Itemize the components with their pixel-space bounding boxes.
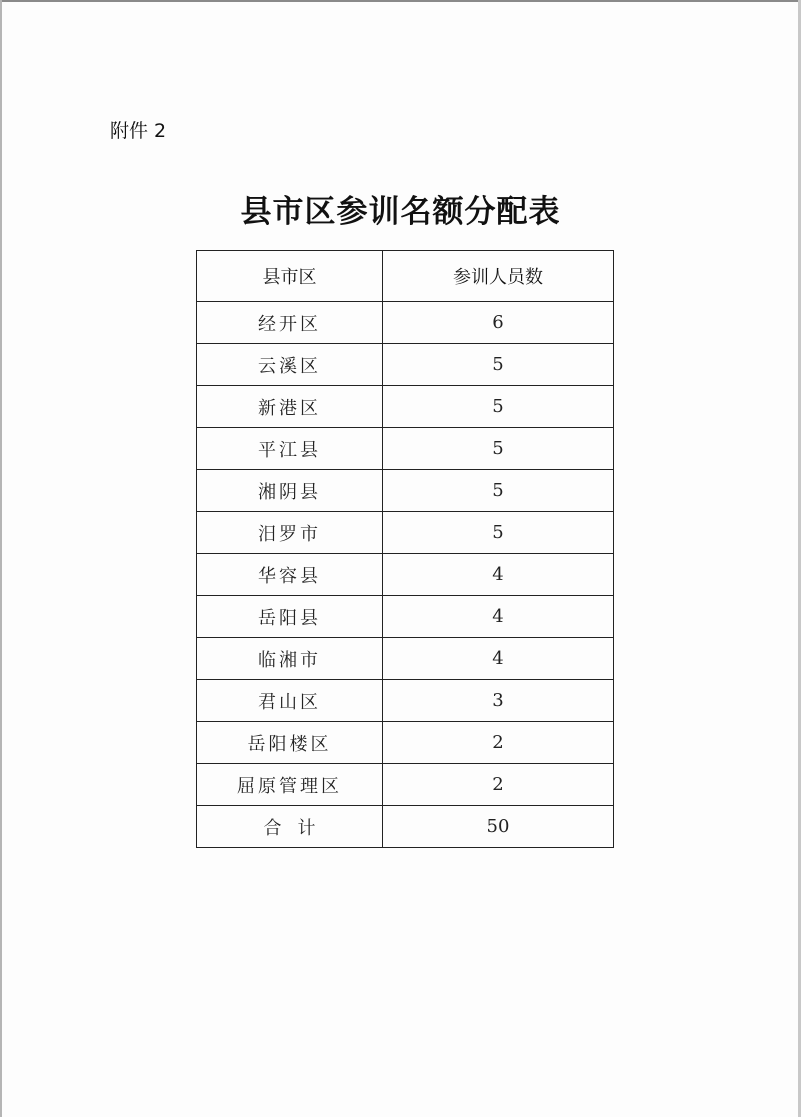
table-row	[197, 722, 614, 764]
region-cell: 临湘市	[197, 638, 383, 680]
table-row	[197, 470, 614, 512]
count-cell: 5	[383, 344, 614, 386]
scan-edge-top	[0, 0, 801, 2]
table-row	[197, 764, 614, 806]
header-region: 县市区	[197, 251, 383, 302]
region-cell: 湘阴县	[197, 470, 383, 512]
count-cell: 5	[383, 386, 614, 428]
table-body	[197, 302, 614, 848]
table-row	[197, 638, 614, 680]
region-cell: 岳阳楼区	[197, 722, 383, 764]
table-row	[197, 554, 614, 596]
region-cell: 汨罗市	[197, 512, 383, 554]
region-cell: 经开区	[197, 302, 383, 344]
table-row	[197, 512, 614, 554]
region-cell: 君山区	[197, 680, 383, 722]
table-row	[197, 428, 614, 470]
document-title: 县市区参训名额分配表	[240, 194, 561, 230]
header-count: 参训人员数	[383, 251, 614, 302]
table-row	[197, 302, 614, 344]
table-row	[197, 386, 614, 428]
count-cell: 2	[383, 722, 614, 764]
total-label-cell: 合计	[197, 806, 383, 848]
count-cell: 4	[383, 596, 614, 638]
region-cell: 屈原管理区	[197, 764, 383, 806]
attachment-label: 附件 2	[110, 120, 167, 142]
table-row	[197, 344, 614, 386]
table-header-row	[197, 251, 614, 302]
total-row	[197, 806, 614, 848]
table-row	[197, 596, 614, 638]
region-cell: 平江县	[197, 428, 383, 470]
region-cell: 岳阳县	[197, 596, 383, 638]
count-cell: 6	[383, 302, 614, 344]
region-cell: 新港区	[197, 386, 383, 428]
count-cell: 4	[383, 638, 614, 680]
table-row	[197, 680, 614, 722]
quota-table	[196, 250, 614, 848]
count-cell: 5	[383, 470, 614, 512]
count-cell: 3	[383, 680, 614, 722]
region-cell: 华容县	[197, 554, 383, 596]
count-cell: 2	[383, 764, 614, 806]
scan-edge-left	[0, 0, 2, 1117]
region-cell: 云溪区	[197, 344, 383, 386]
count-cell: 5	[383, 512, 614, 554]
total-count-cell: 50	[383, 806, 614, 848]
count-cell: 5	[383, 428, 614, 470]
count-cell: 4	[383, 554, 614, 596]
